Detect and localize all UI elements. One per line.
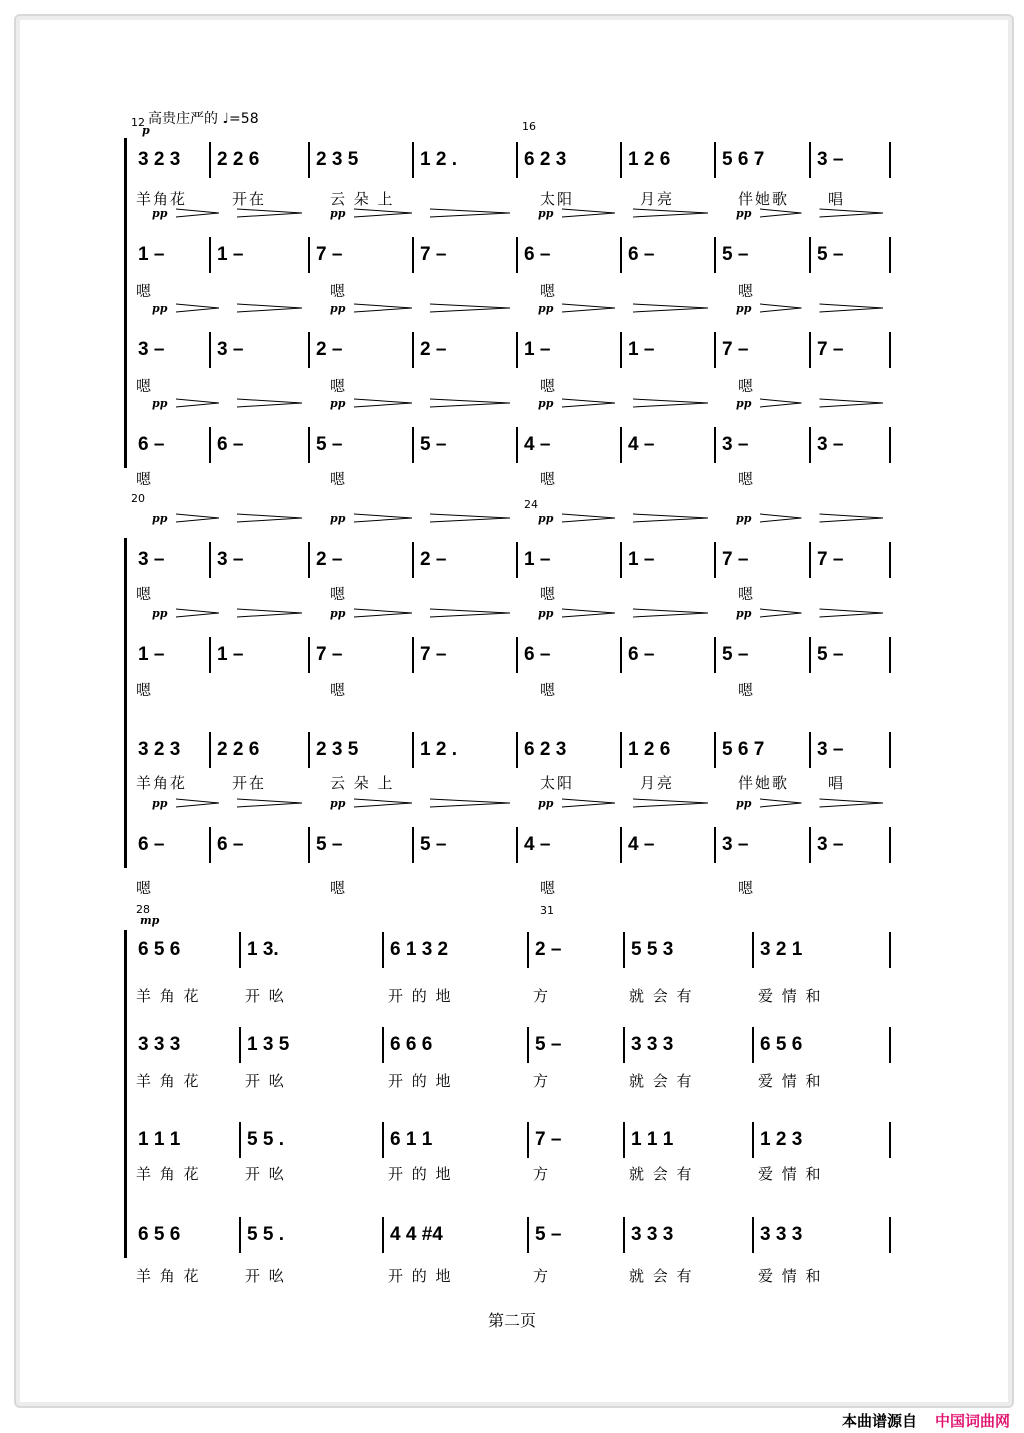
note-cell: 2 – [420,339,447,360]
lyric-text: 羊角花 [136,190,188,208]
dynamic-pp: pp [152,797,168,810]
source-label: 本曲谱源自 [841,1412,917,1430]
note-cell: 3 – [217,549,244,570]
lyric-text: 嗯 [738,282,756,300]
lyric-text: 嗯 [738,879,756,897]
dynamic-pp: pp [330,512,346,525]
dynamic-pp: pp [152,397,168,410]
note-cell: 7 – [535,1129,562,1150]
note-cell: 3 – [217,339,244,360]
lyric-text: 嗯 [136,585,154,603]
note-cell: 6 – [138,434,165,455]
lyric-text: 嗯 [136,470,154,488]
lyric-text: 唱 [828,774,846,792]
lyric-text: 就 会 有 [629,1267,694,1285]
dynamic-pp: pp [330,797,346,810]
hairpin [562,209,708,217]
lyric-text: 嗯 [540,377,558,395]
lyric-text: 嗯 [540,879,558,897]
source-credit [842,1410,1010,1431]
lyric-text: 开 吆 [245,1072,286,1090]
note-cell: 1 3. [247,939,279,960]
note-cell: 5 – [722,244,749,265]
note-cell: 1 2 6 [628,739,671,760]
note-cell: 4 – [524,834,551,855]
dynamic-pp: pp [538,797,554,810]
note-cell: 7 – [817,549,844,570]
hairpin [562,304,708,312]
hairpin [176,399,302,407]
lyric-text: 嗯 [136,879,154,897]
dynamic-mark: p [142,124,150,137]
note-cell: 2 2 6 [217,149,260,170]
hairpin [760,399,883,407]
note-cell: 3 – [817,739,844,760]
dynamic-pp: pp [538,607,554,620]
note-cell: 2 – [420,549,447,570]
dynamic-pp: pp [330,302,346,315]
note-cell: 5 5 . [247,1224,284,1245]
dynamic-mark: mp [140,914,160,927]
dynamic-pp: pp [330,607,346,620]
lyric-text: 就 会 有 [629,1072,694,1090]
dynamic-pp: pp [538,512,554,525]
note-cell: 4 – [524,434,551,455]
note-cell: 4 – [628,434,655,455]
lyric-text: 嗯 [136,377,154,395]
lyric-text: 嗯 [738,470,756,488]
note-cell: 5 – [420,434,447,455]
note-cell: 3 – [817,149,844,170]
note-cell: 1 2 . [420,149,457,170]
note-cell: 5 6 7 [722,149,765,170]
note-cell: 1 – [138,244,165,265]
note-cell: 5 – [316,834,343,855]
lyric-text: 开 的 地 [388,1267,453,1285]
note-cell: 2 – [316,549,343,570]
note-cell: 6 – [628,644,655,665]
measure-number: 12 [131,116,145,129]
dynamic-pp: pp [152,512,168,525]
dynamic-pp: pp [736,397,752,410]
note-cell: 3 2 1 [760,939,803,960]
note-cell: 6 1 1 [390,1129,433,1150]
lyric-text: 开 吆 [245,1165,286,1183]
note-cell: 1 2 . [420,739,457,760]
source-site: 中国词曲网 [934,1412,1010,1430]
lyric-text: 方 [533,1165,551,1183]
note-cell: 6 5 6 [138,1224,181,1245]
note-cell: 1 2 6 [628,149,671,170]
lyric-text: 开 吆 [245,987,286,1005]
hairpin [176,209,302,217]
tempo-mark: 高贵庄严的 ♩=58 [148,111,259,127]
note-cell: 5 – [817,244,844,265]
lyric-text: 月亮 [640,774,675,792]
lyric-text: 羊 角 花 [136,1165,201,1183]
note-cell: 2 3 5 [316,739,359,760]
note-cell: 6 5 6 [760,1034,803,1055]
note-cell: 7 – [817,339,844,360]
note-cell: 1 1 1 [138,1129,181,1150]
hairpin [354,209,510,217]
hairpin [760,799,883,807]
measure-number: 31 [540,904,554,917]
lyric-text: 羊 角 花 [136,1267,201,1285]
hairpin [354,514,510,522]
dynamic-pp: pp [330,397,346,410]
lyric-text: 羊 角 花 [136,1072,201,1090]
lyric-text: 嗯 [136,681,154,699]
lyric-text: 就 会 有 [629,987,694,1005]
lyric-text: 太阳 [540,190,575,208]
hairpin [562,514,708,522]
note-cell: 3 3 3 [631,1224,674,1245]
note-cell: 5 – [316,434,343,455]
note-cell: 3 2 3 [138,739,181,760]
lyric-text: 开 的 地 [388,1165,453,1183]
note-cell: 6 2 3 [524,739,567,760]
note-cell: 5 – [535,1224,562,1245]
lyric-text: 嗯 [330,282,348,300]
note-cell: 3 3 3 [138,1034,181,1055]
dynamic-pp: pp [152,607,168,620]
lyric-text: 羊角花 [136,774,188,792]
lyric-text: 爱 情 和 [758,1267,823,1285]
dynamic-pp: pp [538,302,554,315]
note-cell: 6 – [217,434,244,455]
note-cell: 4 4 #4 [390,1224,443,1245]
lyric-text: 嗯 [540,282,558,300]
lyric-text: 嗯 [738,681,756,699]
note-cell: 3 – [138,549,165,570]
hairpin [354,304,510,312]
note-cell: 6 – [138,834,165,855]
lyric-text: 伴她歌 [738,774,790,792]
lyric-text: 羊 角 花 [136,987,201,1005]
hairpin [354,609,510,617]
lyric-text: 爱 情 和 [758,987,823,1005]
lyric-text: 爱 情 和 [758,1072,823,1090]
note-cell: 5 – [722,644,749,665]
measure-number: 24 [524,498,538,511]
note-cell: 7 – [722,549,749,570]
measure-number: 28 [136,903,150,916]
dynamic-pp: pp [152,302,168,315]
note-cell: 3 3 3 [760,1224,803,1245]
note-cell: 3 – [138,339,165,360]
note-cell: 1 – [628,549,655,570]
dynamic-pp: pp [152,207,168,220]
note-cell: 3 3 3 [631,1034,674,1055]
lyric-text: 开在 [232,190,267,208]
note-cell: 5 – [817,644,844,665]
note-cell: 6 6 6 [390,1034,433,1055]
lyric-text: 就 会 有 [629,1165,694,1183]
note-cell: 6 1 3 2 [390,939,449,960]
hairpin [176,514,302,522]
lyric-text: 方 [533,987,551,1005]
lyric-text: 云 朵 上 [330,774,395,792]
hairpin [176,304,302,312]
lyric-text: 嗯 [540,681,558,699]
note-cell: 6 – [524,244,551,265]
note-cell: 1 2 3 [760,1129,803,1150]
note-cell: 5 5 3 [631,939,674,960]
note-cell: 1 – [138,644,165,665]
hairpin [760,209,883,217]
measure-number: 16 [522,120,536,133]
lyric-text: 嗯 [540,585,558,603]
lyric-text: 嗯 [330,585,348,603]
note-cell: 2 – [316,339,343,360]
lyric-text: 嗯 [738,377,756,395]
note-cell: 1 – [217,644,244,665]
note-cell: 7 – [722,339,749,360]
lyric-text: 方 [533,1267,551,1285]
note-cell: 3 – [722,834,749,855]
dynamic-pp: pp [736,207,752,220]
measure-number: 20 [131,492,145,505]
hairpin [562,609,708,617]
hairpin [562,799,708,807]
lyric-text: 太阳 [540,774,575,792]
note-cell: 3 – [817,834,844,855]
hairpin [354,799,510,807]
dynamic-pp: pp [736,512,752,525]
dynamic-pp: pp [736,797,752,810]
lyric-text: 开 的 地 [388,1072,453,1090]
lyric-text: 月亮 [640,190,675,208]
dynamic-pp: pp [736,607,752,620]
lyric-text: 开 的 地 [388,987,453,1005]
lyric-text: 嗯 [330,377,348,395]
lyric-text: 开 吆 [245,1267,286,1285]
note-cell: 5 – [420,834,447,855]
note-cell: 1 – [217,244,244,265]
note-cell: 2 2 6 [217,739,260,760]
lyric-text: 爱 情 和 [758,1165,823,1183]
note-cell: 2 3 5 [316,149,359,170]
hairpin [176,799,302,807]
note-cell: 2 – [535,939,562,960]
note-cell: 7 – [316,644,343,665]
note-cell: 5 5 . [247,1129,284,1150]
lyric-text: 嗯 [738,585,756,603]
lyric-text: 嗯 [136,282,154,300]
dynamic-pp: pp [330,207,346,220]
hairpin [760,609,883,617]
note-cell: 1 – [628,339,655,360]
note-cell: 1 – [524,339,551,360]
hairpin [760,304,883,312]
note-cell: 7 – [316,244,343,265]
dynamic-pp: pp [538,207,554,220]
hairpin [176,609,302,617]
note-cell: 6 2 3 [524,149,567,170]
dynamic-pp: pp [538,397,554,410]
note-cell: 3 – [817,434,844,455]
lyric-text: 嗯 [330,470,348,488]
lyric-text: 嗯 [330,879,348,897]
lyric-text: 伴她歌 [738,190,790,208]
note-cell: 4 – [628,834,655,855]
lyric-text: 云 朵 上 [330,190,395,208]
note-cell: 5 6 7 [722,739,765,760]
note-cell: 5 – [535,1034,562,1055]
note-cell: 3 – [722,434,749,455]
note-cell: 6 – [217,834,244,855]
hairpin [354,399,510,407]
lyric-text: 方 [533,1072,551,1090]
note-cell: 1 3 5 [247,1034,290,1055]
lyric-text: 嗯 [540,470,558,488]
lyric-text: 开在 [232,774,267,792]
dynamic-pp: pp [736,302,752,315]
note-cell: 6 – [628,244,655,265]
note-cell: 1 – [524,549,551,570]
page-footer: 第二页 [487,1313,536,1330]
note-cell: 6 5 6 [138,939,181,960]
note-cell: 6 – [524,644,551,665]
note-cell: 3 2 3 [138,149,181,170]
lyric-text: 嗯 [330,681,348,699]
lyric-text: 唱 [828,190,846,208]
hairpin [760,514,883,522]
hairpin [562,399,708,407]
note-cell: 7 – [420,244,447,265]
note-cell: 1 1 1 [631,1129,674,1150]
note-cell: 7 – [420,644,447,665]
